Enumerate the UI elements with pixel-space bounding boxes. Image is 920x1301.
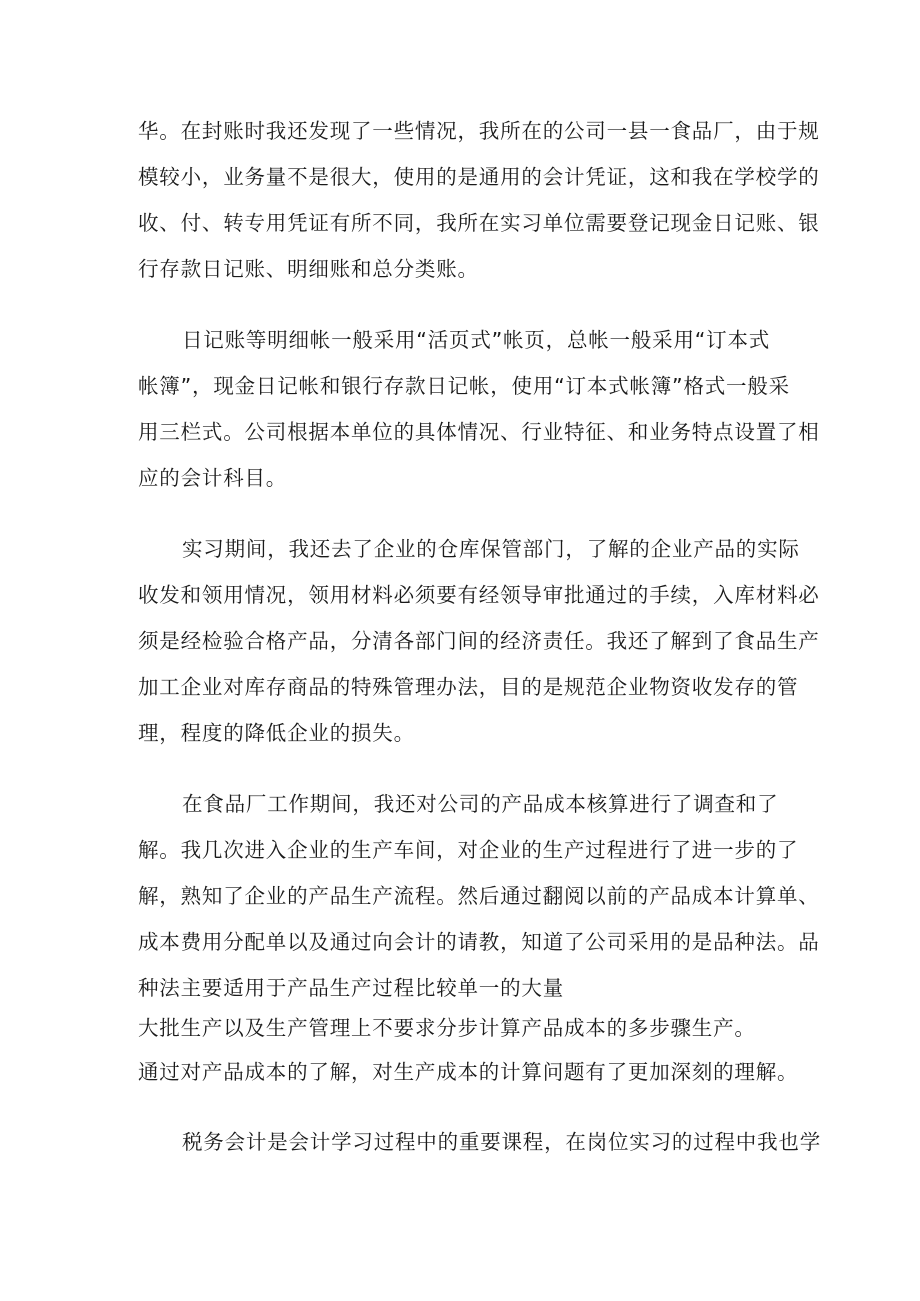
paragraph-4-line-2: 解。我几次进入企业的生产车间，对企业的生产过程进行了进一步的了 (138, 838, 799, 862)
paragraph-2-line-4: 应的会计科目。 (138, 466, 288, 490)
paragraph-3-line-1: 实习期间，我还去了企业的仓库保管部门，了解的企业产品的实际 (182, 537, 800, 561)
paragraph-1-line-2: 模较小，业务量不是很大，使用的是通用的会计凭证，这和我在学校学的 (138, 165, 820, 189)
paragraph-3-line-5: 理，程度的降低企业的损失。 (138, 721, 415, 745)
paragraph-1-line-3: 收、付、转专用凭证有所不同，我所在实习单位需要登记现金日记账、银 (138, 211, 820, 235)
paragraph-3-line-2: 收发和领用情况，领用材料必须要有经领导审批通过的手续，入库材料必 (138, 583, 820, 607)
paragraph-2-line-2: 帐簿”，现金日记帐和银行存款日记帐，使用“订本式帐簿”格式一般采 (138, 374, 790, 398)
paragraph-4-line-7: 通过对产品成本的了解，对生产成本的计算问题有了更加深刻的理解。 (138, 1060, 799, 1084)
paragraph-4-line-3: 解，熟知了企业的产品生产流程。然后通过翻阅以前的产品成本计算单、 (138, 884, 820, 908)
paragraph-1-line-4: 行存款日记账、明细账和总分类账。 (138, 257, 479, 281)
paragraph-3-line-4: 加工企业对库存商品的特殊管理办法，目的是规范企业物资收发存的管 (138, 675, 799, 699)
paragraph-4-line-6: 大批生产以及生产管理上不要求分步计算产品成本的多步骤生产。 (138, 1016, 756, 1040)
paragraph-1-line-1: 华。在封账时我还发现了一些情况，我所在的公司一县一食品厂，由于规 (138, 119, 820, 143)
paragraph-3-line-3: 须是经检验合格产品，分清各部门间的经济责任。我还了解到了食品生产 (138, 629, 820, 653)
paragraph-4-line-5: 种法主要适用于产品生产过程比较单一的大量 (138, 976, 564, 1000)
paragraph-5-line-1: 税务会计是会计学习过程中的重要课程，在岗位实习的过程中我也学 (182, 1130, 821, 1154)
paragraph-2-line-3: 用三栏式。公司根据本单位的具体情况、行业特征、和业务特点设置了相 (138, 420, 820, 444)
paragraph-4-line-4: 成本费用分配单以及通过向会计的请教，知道了公司采用的是品种法。品 (138, 930, 820, 954)
paragraph-2-line-1: 日记账等明细帐一般采用“活页式”帐页，总帐一般采用“订本式 (182, 328, 771, 352)
paragraph-4-line-1: 在食品厂工作期间，我还对公司的产品成本核算进行了调查和了 (182, 792, 779, 816)
